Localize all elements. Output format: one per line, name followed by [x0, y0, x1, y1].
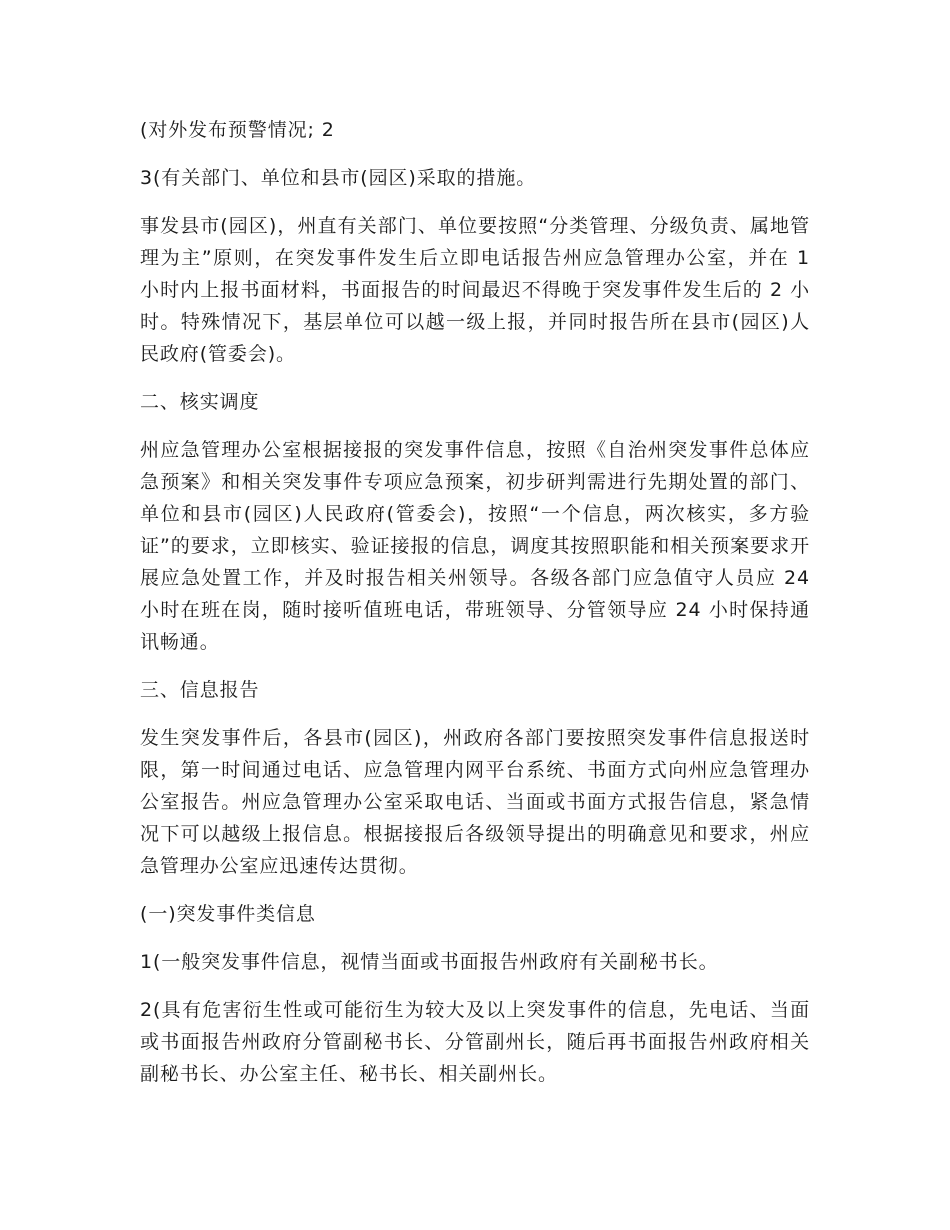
- paragraph-warning-release: (对外发布预警情况; 2: [140, 119, 335, 141]
- paragraph-measures-taken: 3(有关部门、单位和县市(园区)采取的措施。: [140, 167, 537, 189]
- document-body: [140, 114, 810, 1106]
- paragraph-information-report: 发生突发事件后，各县市(园区)，州政府各部门要按照突发事件信息报送时限，第一时间通过电话、应急管理内网平台系统、书面方式向州应急管理办公室报告。州应急管理办公室采取电话、当面或书面方式报告信息，紧急情况下可以越级上报信息。根据接报后各级领导提出的明确意见和要求，州应急管理办公室应迅速传达贯彻。: [140, 727, 810, 877]
- paragraph-derivative-hazard: 2(具有危害衍生性或可能衍生为较大及以上突发事件的信息，先电话、当面或书面报告州政府分管副秘书长、分管副州长，随后再书面报告州政府相关副秘书长、办公室主任、秘书长、相关副州长。: [140, 999, 810, 1085]
- paragraph-reporting-deadline: 事发县市(园区)，州直有关部门、单位要按照“分类管理、分级负责、属地管理为主”原则，在突发事件发生后立即电话报告州应急管理办公室，并在 1 小时内上报书面材料，书面报告的时间最迟不得晚于突发事件发生后的 2 小时。特殊情况下，基层单位可以越一级上报，并同时报告所在县市(园区)人民政府(管委会)。: [140, 215, 810, 365]
- section-heading-information-report: 三、信息报告: [140, 679, 260, 701]
- section-heading-verification: 二、核实调度: [140, 391, 260, 413]
- subsection-heading-emergency-info: (一)突发事件类信息: [140, 903, 316, 925]
- paragraph-verification-dispatch: 州应急管理办公室根据接报的突发事件信息，按照《自治州突发事件总体应急预案》和相关突发事件专项应急预案，初步研判需进行先期处置的部门、单位和县市(园区)人民政府(管委会)，按照“一个信息，两次核实，多方验证”的要求，立即核实、验证接报的信息，调度其按照职能和相关预案要求开展应急处置工作，并及时报告相关州领导。各级各部门应急值守人员应 24 小时在班在岗，随时接听值班电话，带班领导、分管领导应 24 小时保持通讯畅通。: [140, 439, 810, 653]
- paragraph-general-emergency: 1(一般突发事件信息，视情当面或书面报告州政府有关副秘书长。: [140, 951, 719, 973]
